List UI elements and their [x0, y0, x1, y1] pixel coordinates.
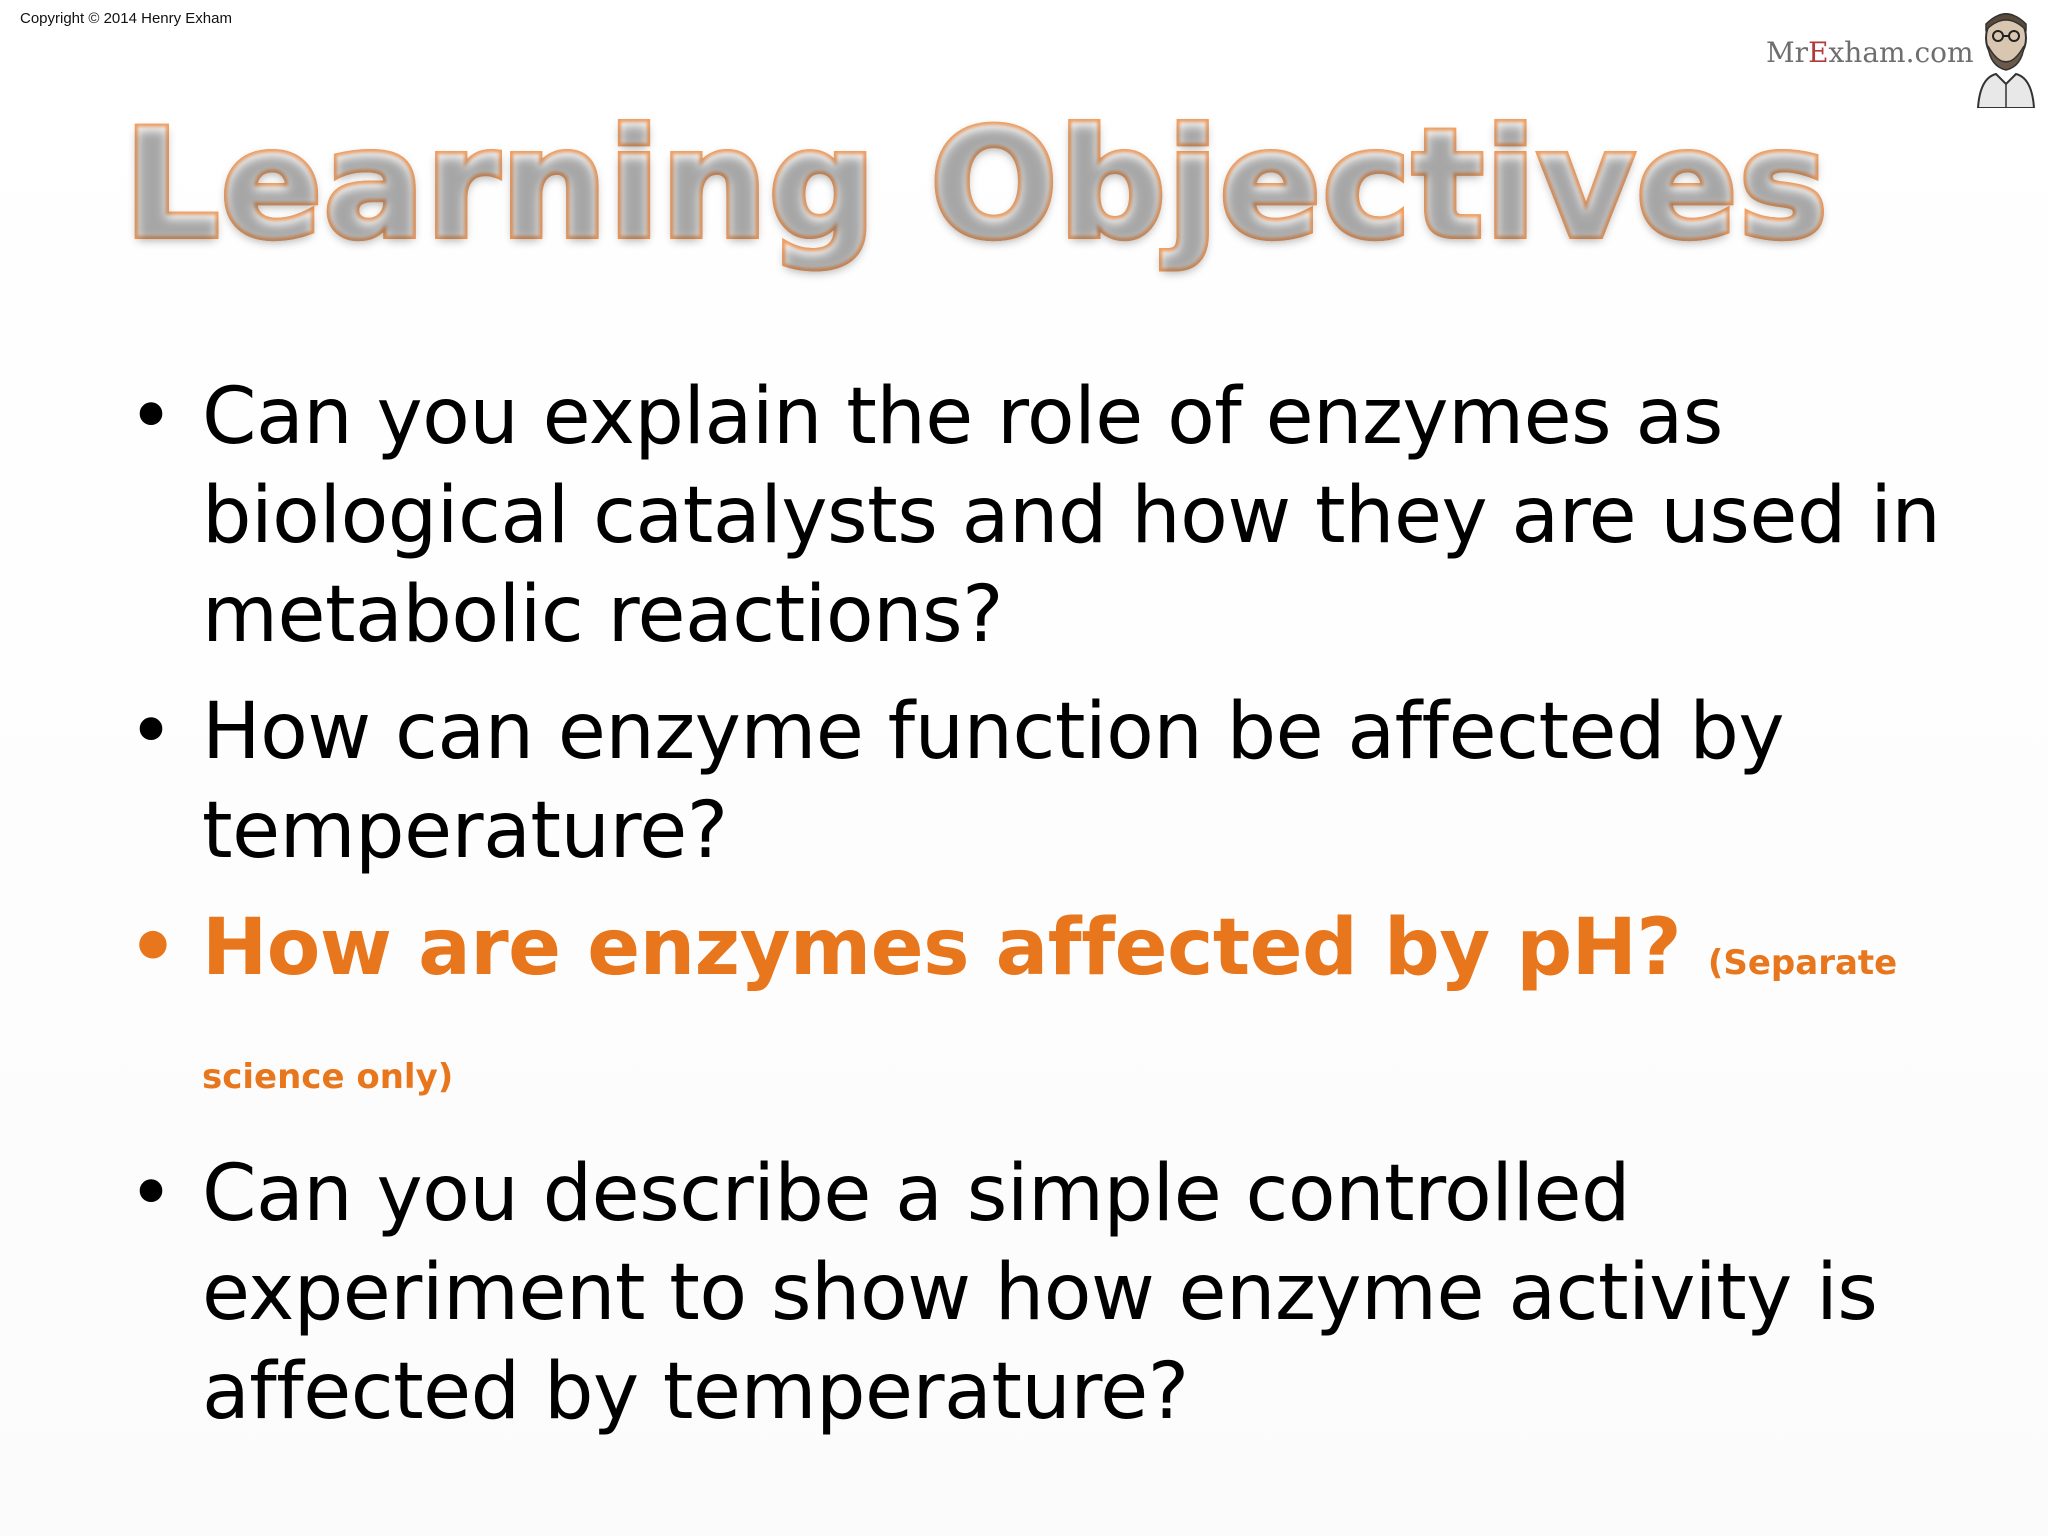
bullet-icon: •: [128, 1149, 174, 1239]
objectives-list: [116, 368, 2016, 1460]
brand-logo: [1762, 8, 2042, 108]
bullet-icon: •: [128, 903, 178, 993]
objective-text: How can enzyme function be affected by temperature?: [202, 687, 1785, 876]
objective-text: How are enzymes affected by pH?: [202, 903, 1708, 993]
bearded-teacher-avatar-icon: [1972, 8, 2040, 108]
brand-name: MrExham.com: [1766, 36, 1974, 69]
bullet-icon: •: [128, 687, 174, 777]
objective-item: [116, 683, 2016, 881]
objective-item: [116, 368, 2016, 665]
objective-item-highlighted: [116, 899, 2016, 1127]
objective-note: (Separate science only): [202, 943, 1898, 1097]
objective-text: Can you explain the role of enzymes as biological catalysts and how they are used in metabolic reactions?: [202, 372, 1941, 660]
objective-text: Can you describe a simple controlled experiment to show how enzyme activity is affected by temperature?: [202, 1149, 1878, 1437]
objective-item: [116, 1145, 2016, 1442]
copyright-notice: Copyright © 2014 Henry Exham: [20, 10, 232, 27]
slide-title: Learning Objectives: [124, 98, 1829, 272]
bullet-icon: •: [128, 372, 174, 462]
